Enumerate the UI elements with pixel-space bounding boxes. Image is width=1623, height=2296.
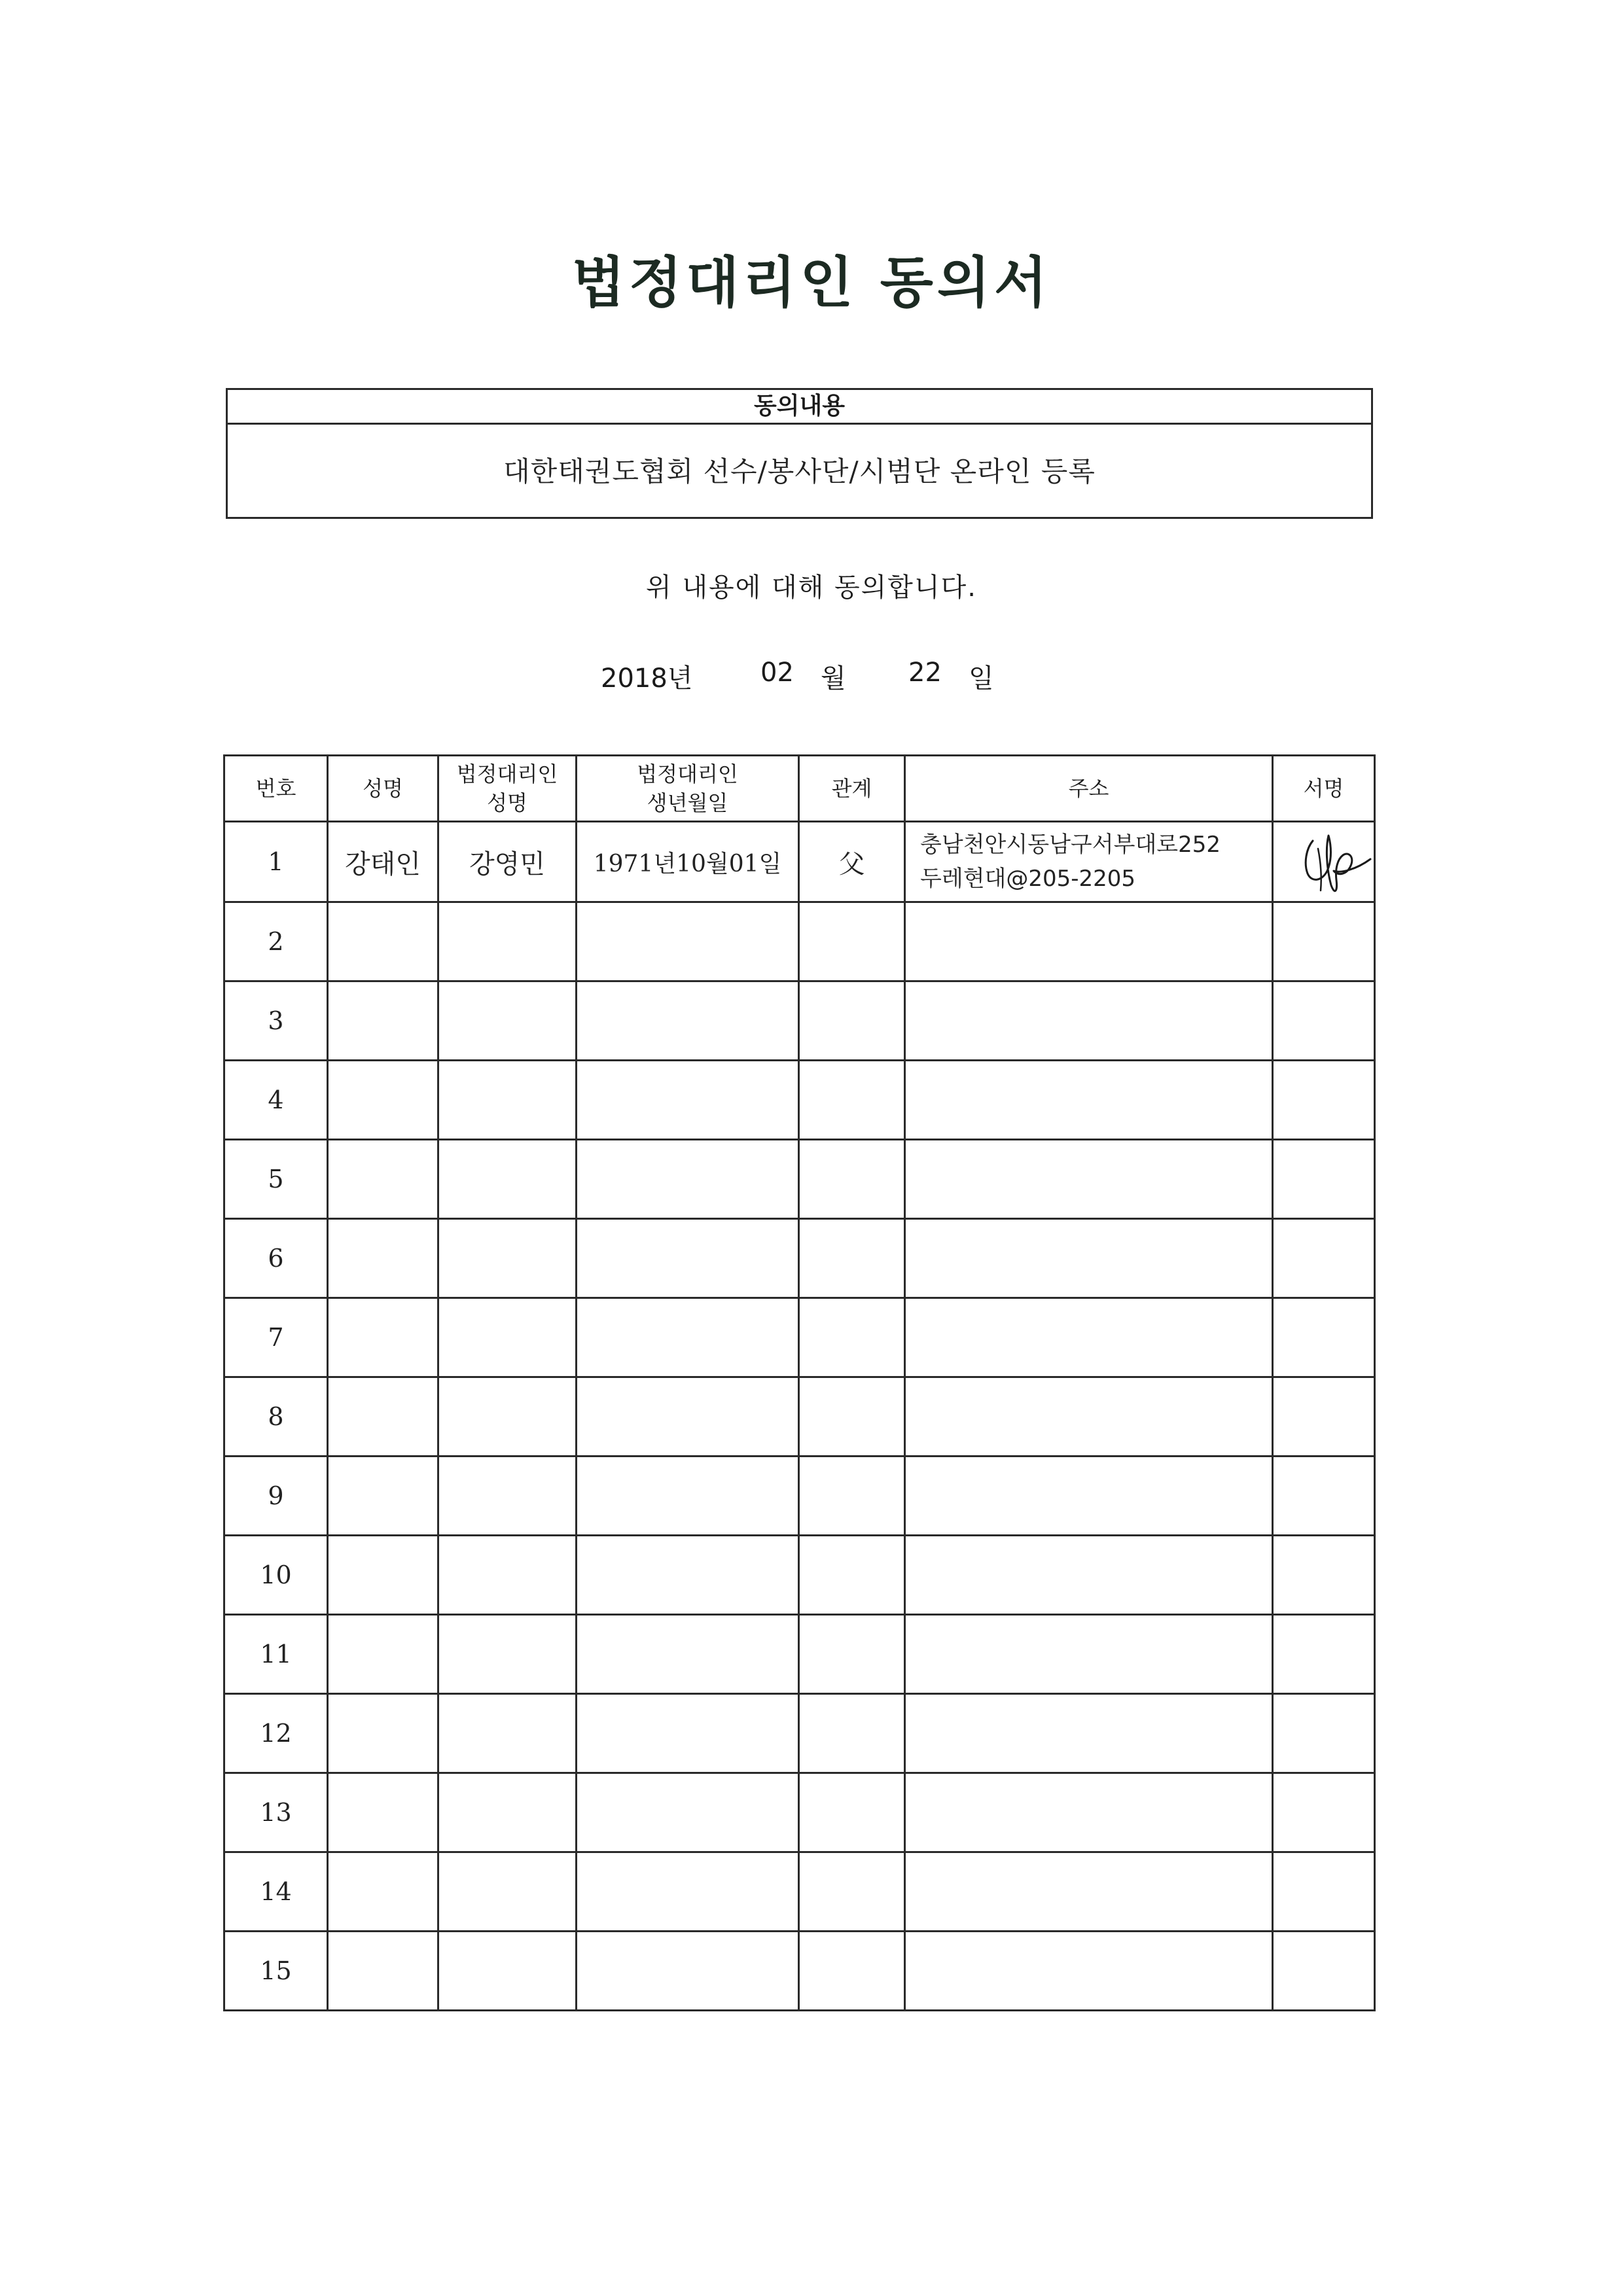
- table-row: [224, 1852, 1375, 1932]
- row-guardian-name: [438, 1694, 577, 1773]
- row-name: [328, 1773, 438, 1852]
- row-address: [905, 1773, 1273, 1852]
- row-number: 6: [224, 1219, 328, 1298]
- row-guardian-birth: [577, 1457, 799, 1536]
- row-address: [905, 1694, 1273, 1773]
- row-name: [328, 1932, 438, 2011]
- row-signature: [1273, 1615, 1375, 1694]
- row-name: [328, 1536, 438, 1615]
- row-signature: [1273, 981, 1375, 1061]
- header-name: 성명: [328, 756, 438, 822]
- row-guardian-name: [438, 1377, 577, 1457]
- row-signature: [1273, 822, 1375, 902]
- row-relation: [799, 1694, 905, 1773]
- row-relation: [799, 981, 905, 1061]
- row-name: [328, 1852, 438, 1932]
- row-guardian-name: [438, 1773, 577, 1852]
- row-relation: [799, 1773, 905, 1852]
- header-relation: 관계: [799, 756, 905, 822]
- row-relation: [799, 1298, 905, 1377]
- row-address: [905, 822, 1273, 902]
- row-relation: [799, 1457, 905, 1536]
- row-guardian-birth: [577, 1773, 799, 1852]
- table-header-row: [224, 756, 1375, 822]
- row-guardian-birth: [577, 1377, 799, 1457]
- row-number: 8: [224, 1377, 328, 1457]
- row-number: 4: [224, 1061, 328, 1140]
- row-signature: [1273, 1298, 1375, 1377]
- table-row: [224, 1140, 1375, 1219]
- row-number: 13: [224, 1773, 328, 1852]
- row-address: [905, 902, 1273, 981]
- row-address-line1: 충남천안시동남구서부대로252: [920, 832, 1221, 858]
- row-relation: [799, 1536, 905, 1615]
- date-day-unit: 일: [969, 663, 994, 694]
- row-relation: [799, 902, 905, 981]
- header-no: 번호: [224, 756, 328, 822]
- row-number: 3: [224, 981, 328, 1061]
- row-address: [905, 1852, 1273, 1932]
- row-relation: [799, 1219, 905, 1298]
- row-address: [905, 1377, 1273, 1457]
- row-number: 2: [224, 902, 328, 981]
- row-guardian-name: 강영민: [438, 822, 577, 902]
- date-month-value: 02: [760, 658, 794, 688]
- row-name: [328, 1219, 438, 1298]
- row-number: 10: [224, 1536, 328, 1615]
- document-title: 법정대리인 동의서: [571, 250, 1052, 315]
- header-guardian-name-line1: 법정대리인: [456, 762, 558, 786]
- row-address-line2: 두레현대@205-2205: [920, 866, 1136, 892]
- row-signature: [1273, 1219, 1375, 1298]
- row-signature: [1273, 1140, 1375, 1219]
- row-guardian-name: [438, 902, 577, 981]
- row-name: [328, 902, 438, 981]
- row-guardian-birth: [577, 1219, 799, 1298]
- header-guardian-name-line2: 성명: [487, 790, 527, 815]
- header-guardian-birth: [577, 756, 799, 822]
- row-guardian-birth: [577, 1694, 799, 1773]
- table-row: [224, 1219, 1375, 1298]
- row-guardian-birth: [577, 1298, 799, 1377]
- row-guardian-birth: [577, 1536, 799, 1615]
- table-row: [224, 981, 1375, 1061]
- row-signature: [1273, 1852, 1375, 1932]
- row-guardian-name: [438, 1061, 577, 1140]
- row-relation: [799, 1932, 905, 2011]
- row-number: 15: [224, 1932, 328, 2011]
- table-row: [224, 1694, 1375, 1773]
- row-guardian-birth: [577, 1140, 799, 1219]
- date-month-unit: 월: [821, 663, 846, 694]
- header-guardian-name: [438, 756, 577, 822]
- guardian-table: [223, 754, 1376, 2011]
- row-signature: [1273, 902, 1375, 981]
- consent-body: 대한태권도협회 선수/봉사단/시범단 온라인 등록: [503, 455, 1096, 487]
- row-guardian-name: [438, 1852, 577, 1932]
- row-address: [905, 1457, 1273, 1536]
- row-relation: [799, 1140, 905, 1219]
- row-number: 7: [224, 1298, 328, 1377]
- header-guardian-birth-line2: 생년월일: [647, 790, 728, 815]
- row-guardian-birth: [577, 1061, 799, 1140]
- row-guardian-birth: [577, 1932, 799, 2011]
- consent-header: 동의내용: [228, 390, 1371, 425]
- row-signature: [1273, 1457, 1375, 1536]
- row-address: [905, 1615, 1273, 1694]
- row-number: 11: [224, 1615, 328, 1694]
- row-address: [905, 981, 1273, 1061]
- row-signature: [1273, 1061, 1375, 1140]
- row-name: [328, 1061, 438, 1140]
- table-row: [224, 1536, 1375, 1615]
- row-relation: 父: [799, 822, 905, 902]
- row-relation: [799, 1852, 905, 1932]
- row-guardian-name: [438, 1932, 577, 2011]
- row-name: [328, 1457, 438, 1536]
- table-row: [224, 1773, 1375, 1852]
- row-address: [905, 1140, 1273, 1219]
- table-row: [224, 822, 1375, 902]
- row-name: 강태인: [328, 822, 438, 902]
- row-name: [328, 1140, 438, 1219]
- row-number: 9: [224, 1457, 328, 1536]
- row-name: [328, 1298, 438, 1377]
- row-number: 14: [224, 1852, 328, 1932]
- row-guardian-name: [438, 981, 577, 1061]
- row-relation: [799, 1377, 905, 1457]
- row-address: [905, 1298, 1273, 1377]
- row-signature: [1273, 1932, 1375, 2011]
- row-number: 12: [224, 1694, 328, 1773]
- row-name: [328, 1615, 438, 1694]
- row-address: [905, 1932, 1273, 2011]
- row-name: [328, 1377, 438, 1457]
- row-guardian-name: [438, 1219, 577, 1298]
- row-guardian-birth: 1971년10월01일: [577, 822, 799, 902]
- row-guardian-birth: [577, 1852, 799, 1932]
- row-relation: [799, 1061, 905, 1140]
- row-guardian-name: [438, 1140, 577, 1219]
- table-row: [224, 1615, 1375, 1694]
- table-row: [224, 902, 1375, 981]
- row-signature: [1273, 1694, 1375, 1773]
- row-guardian-birth: [577, 981, 799, 1061]
- header-address: 주소: [905, 756, 1273, 822]
- row-name: [328, 981, 438, 1061]
- handwritten-signature: [1275, 822, 1373, 901]
- row-relation: [799, 1615, 905, 1694]
- date-day-value: 22: [908, 658, 942, 688]
- row-signature: [1273, 1773, 1375, 1852]
- table-row: [224, 1457, 1375, 1536]
- table-row: [224, 1061, 1375, 1140]
- row-signature: [1273, 1377, 1375, 1457]
- agree-statement: 위 내용에 대해 동의합니다.: [646, 573, 977, 603]
- table-row: [224, 1932, 1375, 2011]
- row-guardian-name: [438, 1536, 577, 1615]
- consent-box: [226, 388, 1373, 519]
- row-guardian-name: [438, 1615, 577, 1694]
- date-year: 2018년: [601, 663, 693, 694]
- row-guardian-birth: [577, 902, 799, 981]
- table-row: [224, 1298, 1375, 1377]
- row-guardian-birth: [577, 1615, 799, 1694]
- row-address: [905, 1536, 1273, 1615]
- header-guardian-birth-line1: 법정대리인: [637, 762, 738, 786]
- row-number: 1: [224, 822, 328, 902]
- row-guardian-name: [438, 1298, 577, 1377]
- header-signature: 서명: [1273, 756, 1375, 822]
- row-signature: [1273, 1536, 1375, 1615]
- table-row: [224, 1377, 1375, 1457]
- row-address: [905, 1219, 1273, 1298]
- row-address: [905, 1061, 1273, 1140]
- row-name: [328, 1694, 438, 1773]
- row-number: 5: [224, 1140, 328, 1219]
- row-guardian-name: [438, 1457, 577, 1536]
